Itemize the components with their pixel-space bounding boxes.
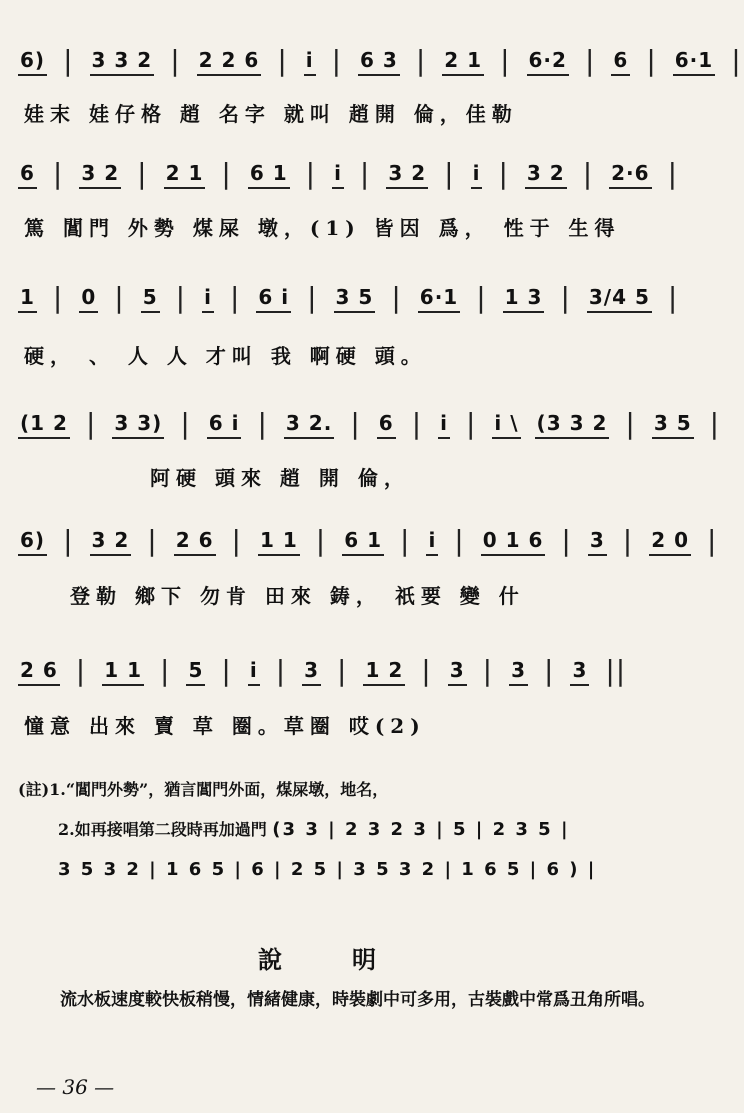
note-group: 6·1 — [674, 48, 714, 72]
notation-tokens — [18, 281, 688, 314]
note-group: 3 — [449, 658, 465, 682]
bar-line: | — [498, 156, 509, 190]
bar-line: | — [625, 406, 636, 440]
note-group: 5 — [142, 285, 158, 309]
note-group: 3 2 — [388, 161, 427, 185]
bar-line: | — [560, 280, 571, 314]
lyric-row: 憧意 出來 賣 草 圈。草圈 哎(2) — [24, 714, 426, 738]
bar-line: || — [605, 653, 627, 687]
bar-line: | — [275, 653, 287, 687]
bar-line: | — [85, 406, 97, 440]
bar-line: | — [52, 156, 64, 190]
lyric-row: 篤 閶門 外勢 煤屎 墩，(1) 皆因 爲， 性于 生得 — [24, 216, 621, 240]
bar-line: | — [400, 523, 411, 557]
bar-line: | — [622, 523, 634, 557]
bar-line: | — [411, 406, 423, 440]
notation-row — [18, 35, 742, 85]
bar-line: | — [175, 280, 187, 314]
note-group: 3 3) — [114, 411, 163, 435]
bar-line: | — [391, 280, 402, 314]
bar-line: | — [221, 653, 232, 687]
note-group: 6 — [378, 411, 394, 435]
note-2-notation-continued: 3 5 3 2 | 1 6 5 | 6 | 2 5 | 3 5 3 2 | 1 6 5 | 6 ) | — [58, 859, 597, 880]
note-group: 1 1 — [104, 658, 143, 682]
bar-line: | — [231, 523, 242, 557]
bar-line: | — [114, 280, 125, 314]
note-group: 6 i — [258, 285, 290, 309]
note-group: 3 — [589, 528, 605, 552]
bar-line: | — [444, 156, 455, 190]
bar-line: | — [667, 156, 678, 190]
note-group: 6·2 — [528, 48, 567, 72]
notation-tokens — [18, 654, 688, 687]
note-group: 1 — [20, 285, 35, 309]
bar-line: | — [584, 43, 596, 77]
note-group: 3 2 — [81, 161, 120, 185]
bar-line: | — [359, 156, 371, 190]
note-group: 2 1 — [165, 161, 204, 185]
bar-line: | — [667, 280, 679, 314]
lyric-row: 阿硬 頭來 趙 開 倫， — [150, 466, 410, 490]
bar-line: | — [63, 43, 74, 77]
bar-line: | — [305, 156, 317, 190]
bar-line: | — [561, 523, 572, 557]
notation-tokens — [18, 43, 742, 77]
bar-line: | — [63, 523, 74, 557]
note-2 — [18, 810, 678, 850]
note-group: 3 — [511, 658, 526, 682]
bar-line: | — [315, 523, 327, 557]
notation-row — [18, 272, 688, 322]
note-group: i — [428, 528, 437, 552]
note-group: 3 — [304, 658, 320, 682]
note-group: 2 2 6 — [198, 48, 260, 72]
bar-line: | — [52, 280, 64, 314]
section-title: 說明 — [258, 945, 446, 974]
bar-line: | — [257, 406, 268, 440]
bar-line: | — [229, 280, 241, 314]
note-group: i — [204, 285, 212, 309]
note-1: (註)1.“閶門外勢”，猶言閶門外面，煤屎墩，地名， — [18, 780, 389, 799]
note-group: 6 i — [208, 411, 240, 435]
note-group: 6 1 — [249, 161, 288, 185]
lyric-row: 登勒 鄉下 勿肯 田來 鋳， 祇要 變 什 — [70, 584, 525, 608]
note-group: 3 5 — [653, 411, 692, 435]
note-group: 0 — [81, 285, 97, 309]
bar-line: | — [476, 280, 487, 314]
note-group: 6 — [20, 161, 35, 185]
notation-row — [18, 148, 688, 198]
bar-line: | — [221, 156, 232, 190]
page-number: — 36 — — [36, 1075, 115, 1099]
bar-line: | — [137, 156, 148, 190]
bar-line: | — [646, 43, 657, 77]
note-group: 3 3 2 — [91, 48, 153, 72]
note-group: 6·1 — [419, 285, 459, 309]
note-group: 3 — [572, 658, 588, 682]
notation-tokens — [18, 523, 718, 557]
bar-line: | — [465, 406, 477, 440]
annotation-notes — [18, 770, 678, 890]
bar-line: | — [731, 43, 742, 77]
note-group: 2 6 — [20, 658, 58, 682]
bar-line: | — [709, 406, 721, 440]
bar-line: | — [415, 43, 427, 77]
note-group: 1 2 — [365, 658, 404, 682]
note-group: 6) — [20, 48, 46, 72]
bar-line: | — [582, 156, 594, 190]
bar-line: | — [421, 653, 432, 687]
note-2-text: 2.如再接唱第二段時再加過門 — [58, 820, 267, 839]
bar-line: | — [707, 523, 718, 557]
note-group: i — [334, 161, 342, 185]
note-group: 3/4 5 — [588, 285, 650, 309]
notation-row — [18, 645, 688, 695]
explanation-paragraph — [22, 985, 672, 1015]
note-group: 6) — [20, 528, 46, 552]
bar-line: | — [544, 653, 555, 687]
bar-line: | — [482, 653, 494, 687]
note-group: (3 3 2 — [536, 411, 608, 435]
note-group: i — [249, 658, 258, 682]
lyric-row: 硬， 、 人 人 才叫 我 啊硬 頭。 — [24, 344, 427, 368]
bar-line: | — [454, 523, 465, 557]
bar-line: | — [75, 653, 87, 687]
note-group: (1 2 — [20, 411, 68, 435]
note-group: 2·6 — [611, 161, 650, 185]
note-group: 3 2. — [285, 411, 333, 435]
bar-line: | — [170, 43, 181, 77]
note-group: 2 0 — [651, 528, 690, 552]
note-group: 5 — [188, 658, 204, 682]
note-group: 1 1 — [259, 528, 298, 552]
bar-line: | — [277, 43, 288, 77]
notation-row — [18, 398, 721, 448]
note-group: 1 3 — [504, 285, 543, 309]
note-group: i — [305, 48, 314, 72]
note-group: 6 — [613, 48, 629, 72]
bar-line: | — [160, 653, 171, 687]
bar-line: | — [180, 406, 191, 440]
note-group: i \ — [494, 411, 519, 435]
notation-tokens — [18, 157, 688, 190]
note-group: i — [472, 161, 481, 185]
bar-line: | — [307, 280, 318, 314]
bar-line: | — [331, 43, 343, 77]
note-2-notation: (3 3 | 2 3 2 3 | 5 | 2 3 5 | — [272, 819, 570, 840]
note-group: 6 3 — [360, 48, 398, 72]
note-group: 3 2 — [526, 161, 565, 185]
lyric-row: 娃末 娃仔格 趙 名字 就叫 趙開 倫，佳勒 — [24, 102, 518, 126]
note-group: 6 1 — [344, 528, 382, 552]
notation-row — [18, 515, 718, 565]
note-group: 3 2 — [91, 528, 130, 552]
note-group: 3 5 — [335, 285, 374, 309]
note-group: 2 1 — [444, 48, 483, 72]
bar-line: | — [147, 523, 158, 557]
note-group: i — [440, 411, 448, 435]
explanation-text: 流水板速度較快板稍慢，情緒健康，時裝劇中可多用，古裝戲中常爲丑角所唱。 — [60, 990, 655, 1010]
notation-tokens — [18, 406, 721, 440]
bar-line: | — [500, 43, 511, 77]
bar-line: | — [337, 653, 348, 687]
note-group: 2 6 — [175, 528, 214, 552]
bar-line: | — [350, 406, 361, 440]
note-group: 0 1 6 — [482, 528, 544, 552]
